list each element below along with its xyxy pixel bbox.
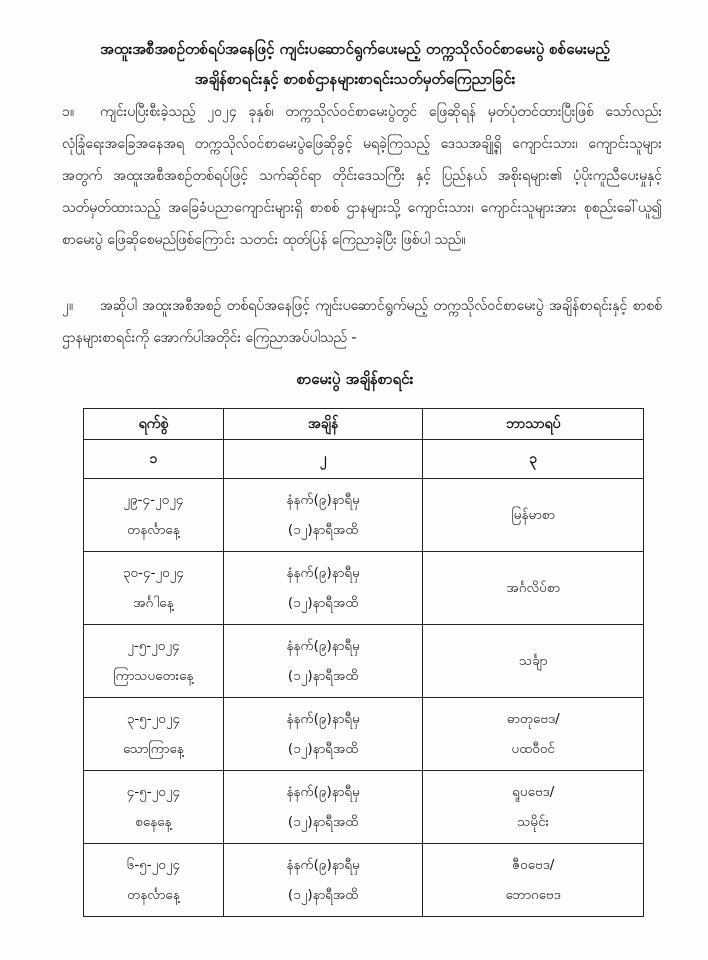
table-row — [84, 771, 644, 844]
table-title: စာမေးပွဲ အချိန်စာရင်း — [296, 370, 414, 388]
column-number-3: ၃ — [423, 440, 644, 479]
time-start: နံနက်(၉)နာရီမှ — [286, 711, 360, 727]
paragraph-2-number: ၂။ — [62, 298, 74, 314]
paragraph-2-text: အဆိုပါ အထူးအစီအစဉ် တစ်ရပ်အနေဖြင့် ကျင်းပဆောင်ရွက်မည့် တက္ကသိုလ်ဝင်စာမေးပွဲ အချိန်စာရင်းနှင့် စာစစ်ဌာနများစာရင်းကို အောက်ပါအတိုင်း ကြေညာအပ်ပါသည် - — [62, 298, 662, 346]
time-start: နံနက်(၉)နာရီမှ — [286, 565, 360, 581]
table-row — [84, 698, 644, 771]
column-number-2: ၂ — [223, 440, 423, 479]
date: ၆-၅-၂၀၂၄ — [126, 857, 181, 873]
table-row — [84, 844, 644, 917]
date-cell — [84, 844, 224, 917]
subject-cell — [423, 698, 644, 771]
title-line-1: အထူးအစီအစဉ်တစ်ရပ်အနေဖြင့် ကျင်းပဆောင်ရွက်ပေးမည့် တက္ကသိုလ်ဝင်စာမေးပွဲ စစ်မေးမည့် — [100, 40, 610, 58]
time-cell — [223, 552, 423, 625]
header-subject: ဘာသာရပ် — [423, 409, 644, 440]
column-number-row — [84, 440, 644, 479]
date-cell — [84, 479, 224, 552]
subject-line-2: ပထဝီဝင် — [511, 741, 555, 757]
date-cell — [84, 698, 224, 771]
date-cell — [84, 771, 224, 844]
date: ၄-၅-၂၀၂၄ — [126, 784, 181, 800]
header-time: အချိန် — [223, 409, 423, 440]
time-end: (၁၂)နာရီအထိ — [287, 668, 359, 684]
time-cell — [223, 771, 423, 844]
table-row — [84, 479, 644, 552]
subject: မြန်မာစာ — [511, 507, 555, 523]
column-number-1: ၁ — [84, 440, 224, 479]
weekday: စနေနေ့ — [135, 814, 172, 830]
paragraph-1 — [62, 96, 662, 256]
date: ၂၉-၄-၂၀၂၄ — [123, 492, 184, 508]
time-start: နံနက်(၉)နာရီမှ — [286, 857, 360, 873]
weekday: သောကြာနေ့ — [123, 741, 184, 757]
time-end: (၁၂)နာရီအထိ — [287, 522, 359, 538]
subject-line-1: ဓာတုဗေဒ/ — [506, 711, 560, 727]
subject-line-1: ရူပဗေဒ/ — [512, 784, 555, 800]
exam-schedule-table — [83, 408, 644, 917]
date: ၂-၅-၂၀၂၄ — [127, 638, 180, 654]
table-row — [84, 625, 644, 698]
subject: သင်္ချာ — [519, 653, 548, 669]
document-title — [30, 34, 680, 94]
time-cell — [223, 698, 423, 771]
paragraph-1-text: ကျင်းပပြီးစီးခဲ့သည့် ၂၀၂၄ ခုနှစ်၊ တက္ကသိုလ်ဝင်စာမေးပွဲတွင် ဖြေဆိုရန် မှတ်ပုံတင်ထားပြီးဖြစ် သော်လည်း လုံခြုံရေးအခြေအနေအရ တက္ကသိုလ်ဝင်စာမေးပွဲဖြေဆိုခွင့် မရခဲ့ကြသည့် ဒေသအချို့ရှိ ကျောင်းသား၊ ကျောင်းသူများအတွက် အထူးအစီအစဉ်တစ်ရပ်ဖြင့် သက်ဆိုင်ရာ တိုင်းဒေသကြီး နှင့် ပြည်နယ် အစိုးရများ၏ ပံ့ပိုးကူညီပေးမှုနှင့် သတ်မှတ်ထားသည့် အခြေခံပညာကျောင်းများရှိ စာစစ် ဌာနများသို့ ကျောင်းသား၊ ကျောင်းသူများအား စုစည်းခေါ်ယူ၍ စာမေးပွဲ ဖြေဆိုစေမည်ဖြစ်ကြောင်း သတင်း ထုတ်ပြန် ကြေညာခဲ့ပြီး ဖြစ်ပါ သည်။ — [62, 104, 662, 248]
paragraph-1-number: ၁။ — [62, 104, 75, 120]
subject-cell — [423, 625, 644, 698]
time-end: (၁၂)နာရီအထိ — [287, 741, 359, 757]
weekday: တနင်္လာနေ့ — [127, 522, 180, 538]
time-end: (၁၂)နာရီအထိ — [287, 814, 359, 830]
time-end: (၁၂)နာရီအထိ — [287, 595, 359, 611]
time-cell — [223, 625, 423, 698]
time-cell — [223, 479, 423, 552]
weekday: ကြာသပတေးနေ့ — [113, 668, 194, 684]
time-start: နံနက်(၉)နာရီမှ — [286, 784, 360, 800]
subject-cell — [423, 844, 644, 917]
weekday: အင်္ဂါနေ့ — [133, 595, 174, 611]
paragraph-2 — [62, 290, 662, 354]
table-row — [84, 552, 644, 625]
subject-cell — [423, 479, 644, 552]
subject: အင်္ဂလိပ်စာ — [506, 580, 561, 596]
time-cell — [223, 844, 423, 917]
subject-line-2: သမိုင်း — [517, 814, 550, 830]
date-cell — [84, 552, 224, 625]
subject-line-2: ဘောဂဗေဒ — [505, 887, 561, 903]
time-end: (၁၂)နာရီအထိ — [287, 887, 359, 903]
subject-cell — [423, 771, 644, 844]
time-start: နံနက်(၉)နာရီမှ — [286, 638, 360, 654]
date-cell — [84, 625, 224, 698]
time-start: နံနက်(၉)နာရီမှ — [286, 492, 360, 508]
date: ၃-၅-၂၀၂၄ — [126, 711, 181, 727]
table-header-row — [84, 409, 644, 440]
subject-cell — [423, 552, 644, 625]
date: ၃၀-၄-၂၀၂၄ — [122, 565, 184, 581]
title-line-2: အချိန်စာရင်းနှင့် စာစစ်ဌာနများစာရင်းသတ်မှတ်ကြေညာခြင်း — [194, 70, 516, 88]
header-date: ရက်စွဲ — [84, 409, 224, 440]
weekday: တနင်္လာနေ့ — [127, 887, 180, 903]
subject-line-1: ဇီဝဗေဒ/ — [512, 857, 555, 873]
